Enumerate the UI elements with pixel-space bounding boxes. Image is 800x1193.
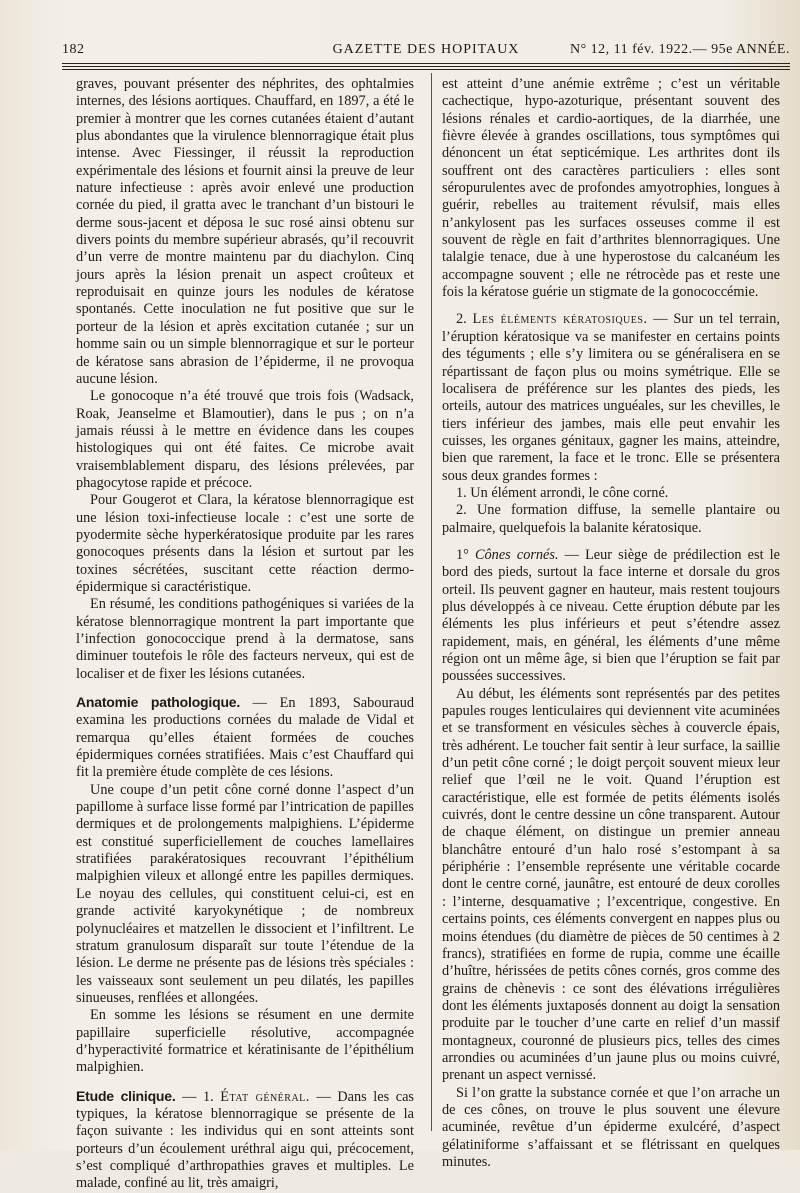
item-number: 1° (456, 546, 475, 563)
section-text: — Sur un tel terrain, l’éruption kératosique va se manifester en certains points des téguments ; elle s’y limitera ou se généralisera en se répartissant de façon plus ou moins symétrique. Elle se localisera de préférence sur les plantes des pieds, les orteils, autour des matrices unguéales, sur les chevilles, le tiers inférieur des jambes, mais elle peut envahir les cuisses, les organes génitaux, gagner les mains, atteindre, bien que rarement, la face et le tronc. Elle se présentera sous deux grandes formes : (442, 311, 780, 484)
section-etude-clinique (76, 1088, 414, 1193)
paragraph: En somme les lésions se résument en une dermite papillaire superficielle résolutive, accompagnée d’hyperactivité formatrice et kératinisante de l’épithélium malpighien. (76, 1007, 414, 1076)
header-rule-top (62, 63, 790, 64)
subsection-title: Les éléments kératosiques. (472, 311, 648, 328)
header-rule-bottom (62, 69, 790, 70)
journal-title: GAZETTE DES HOPITAUX (332, 42, 520, 57)
issue-info: N° 12, 11 fév. 1922.— 95e ANNÉE. (569, 42, 790, 57)
item-number: 2. (456, 311, 473, 328)
section-text: — Dans les cas typiques, la kératose blennorragique se présente de la façon suivante : les individus qui en sont atteints sont porteurs d’un écoulement uréthral aigu qui, précocement, s’est compliqué d’arthropathies graves et multiples. Le malade, confiné au lit, très amaigri, (76, 1088, 414, 1192)
paragraph: Au début, les éléments sont représentés par des petites papules rouges lenticulaires qui deviennent vite acuminées et se transforment en vésicules sèches à couvercle épais, très adhérent. Le toucher fait sentir à leur surface, la saillie d’un petit cône corné ; le doigt perçoit souvent mieux leur relief que l’œil ne le voit. Quand l’éruption est caractéristique, elle est formée de petits éléments isolés cuivrés, dont le centre dessine un cône transparent. Autour de chaque élément, on distingue un premier anneau blanchâtre entouré d’un halo rosé s’estompant à sa périphérie : l’ensemble représente une véritable cocarde dont le centre corné, jaunâtre, est entouré de deux corolles : l’interne, desquamative ; l’excentrique, congestive. En certains points, ces éléments convergent en nappes plus ou moins étendues (du diamètre de pièces de 50 centimes à 2 francs), stratifiées en forme de rupia, comme une écaille d’huître, hérissées de petits cônes cornés, gros comme des grains de chènevis : ce sont des élévations irrégulières dont les éléments juxtaposés donnent au doigt la sensation produite par le toucher d’une carte en relief d’un massif montagneux, couronné de plusieurs pics, telles des cimes arrondies ou acuminées d’un jaune plus ou moins cuivré, prenant un aspect vernissé. (442, 685, 780, 1084)
list-item: 1. Un élément arrondi, le cône corné. (456, 484, 669, 501)
paragraph: Une coupe d’un petit cône corné donne l’aspect d’un papillome à surface lisse formé par l’intrication de papilles dermiques et de prolongements malpighiens. L’épiderme est constitué superficiellement de couches lamellaires stratifiées parakératosiques recouvrant l’épithélium malpighien vileux et allongé entre les papilles dermiques. Le noyau des cellules, qui constituent celui-ci, est en grande activité karyokynétique ; de nombreux polynucléaires et matzellen le dissocient et l’infiltrent. Le stratum granulosum disparaît sur toute l’étendue de la lésion. Le derme ne présente pas de lésions très spéciales : les vaisseaux sont seulement un peu dilatés, les papilles sinueuses, renflées et allongées. (76, 781, 414, 1006)
header-rule-middle (62, 66, 790, 67)
subsection-elements-keratosiques (442, 311, 780, 484)
paragraph: Pour Gougerot et Clara, la kératose blennorragique est une lésion toxi-infectieuse locale : c’est une sorte de pyodermite sèche hyperkératosique produite par les rares gonocoques présents dans la lésion et surtout par les toxines sécrétées, suscitant cette réaction dermo-épidermique si caractéristique. (76, 492, 414, 595)
subsection-title: Cônes cornés. (474, 546, 559, 563)
section-text: — 1. (175, 1088, 221, 1105)
page-number: 182 (62, 42, 85, 57)
paragraph: En résumé, les conditions pathogéniques si variées de la kératose blennorragique montrent la part importante que l’infection gonococcique prend à la dermatose, sans diminuer toutefois le rôle des facteurs nerveux, qui est de localiser et de fixer les lésions cutanées. (76, 596, 414, 682)
section-heading: Anatomie pathologique. (76, 694, 241, 711)
paragraph: graves, pouvant présenter des néphrites, des ophtalmies internes, des lésions aortiques. Chauffard, en 1897, a été le premier à montrer que les cornes cutanées étaient d’autant plus abondantes que la virulence blennorragique était plus intense. Avec Fiessinger, il réussit la reproduction expérimentale des lésions et fournit ainsi la preuve de leur nature infectieuse : après avoir enlevé une production cornée du pied, il gratta avec le tranchant d’un bistouri le derme sous-jacent et déposa le suc rosé ainsi obtenu sur divers points du membre supérieur abrasés, qu’il recouvrit d’un verre de montre maintenu par du diachylon. Cinq jours après la lésion prenait un aspect croûteux et reproduisait en quinze jours les nodules de kératose spontanés. Cette inoculation ne fut positive que sur le porteur de la lésion et après excitation cutanée ; sur un homme sain ou un simple blennorragique et sur le porteur de kératose sans abrasion de l’épiderme, il ne provoqua aucune lésion. (76, 76, 414, 387)
paragraph: est atteint d’une anémie extrême ; c’est un véritable cachectique, hypo-azoturique, présentant souvent des lésions rénales et cardio-aortiques, de la diarrhée, une fièvre élevée à grandes oscillations, tous symptômes qui dénoncent un état septicémique. Les arthrites dont ils souffrent ont des caractères particuliers : elles sont séropurulentes avec de profondes amyotrophies, longues à guérir, rebelles au traitement révulsif, mais elles n’ankylosent pas les surfaces osseuses comme il est souvent de règle en fait d’arthrites blennorragiques. Une talalgie tenace, due à une hyperostose du calcanéum les accompagne souvent ; elle ne rétrocède pas et reste une fois la kératose guérie un stigmate de la gonococcémie. (442, 76, 780, 301)
subsection-title: État général. (220, 1088, 310, 1105)
paragraph: Le gonocoque n’a été trouvé que trois fois (Wadsack, Roak, Jeanselme et Blamoutier), dans le pus ; on n’a jamais réussi à le mettre en évidence dans les coupes histologiques qui ont été faites. Ce microbe avait vraisemblablement disparu, des lésions prélevées, par phagocytose rapide et précoce. (76, 388, 414, 491)
section-text: — En 1893, Sabouraud examina les productions cornées du malade de Vidal et remarqua qu’elles étaient formées de couches épidermiques cornées stratifiées. Mais c’est Chauffard qui fit la première étude complète de ces lésions. (76, 695, 414, 781)
section-heading: Etude clinique. (76, 1087, 176, 1104)
page-header (62, 40, 790, 64)
list-item: 2. Une formation diffuse, la semelle plantaire ou palmaire, quelquefois la balanite kératosique. (442, 502, 780, 536)
right-column (442, 76, 780, 1171)
section-text: — Leur siège de prédilection est le bord des pieds, surtout la face interne et dorsale du gros orteil. Ils peuvent gagner en hauteur, mais restent toujours plus développés à ce niveau. Cette éruption débute par les éléments les plus inférieurs et peut s’étendre assez rapidement, mais, en général, les éléments d’une même région ont un même âge, si bien que l’éruption se fait par poussées successives. (442, 546, 780, 685)
paragraph: Si l’on gratte la substance cornée et que l’on arrache un de ces cônes, on trouve le plus souvent une élevure acuminée, revêtue d’un épiderme exulcéré, d’aspect gélatiniforme s’affaissant et se flétrissant en quelques minutes. (442, 1084, 780, 1170)
column-divider (431, 73, 432, 1131)
subsection-cones-cornes (442, 547, 780, 686)
left-column (76, 76, 414, 1193)
section-anatomie (76, 694, 414, 782)
